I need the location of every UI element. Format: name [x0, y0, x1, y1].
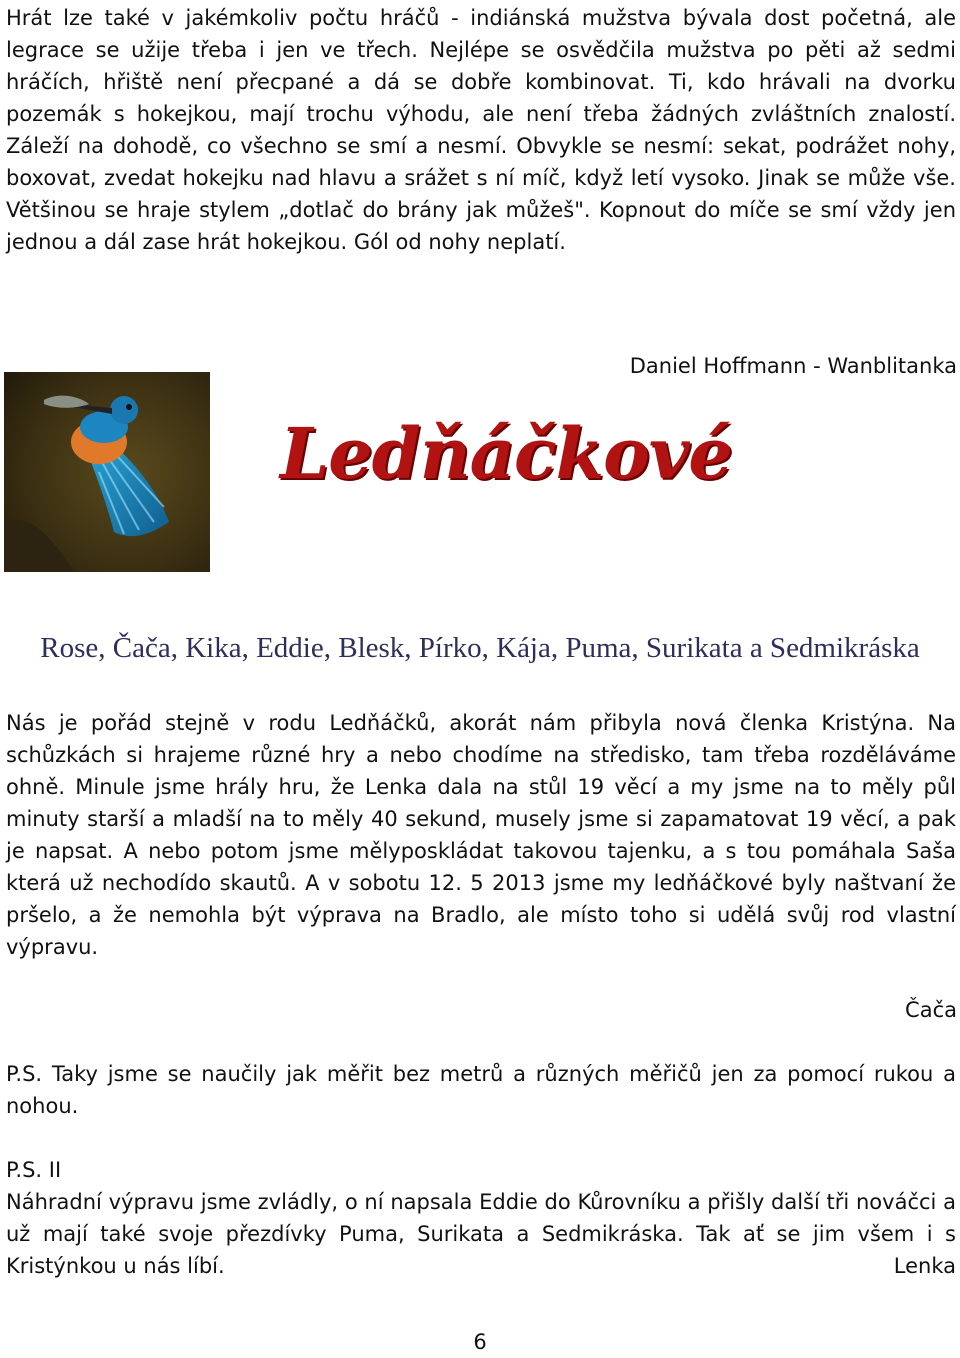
signature-caca: Čača	[905, 998, 957, 1022]
page-number: 6	[473, 1330, 487, 1354]
ps2-block	[6, 1186, 956, 1282]
member-names: Rose, Čača, Kika, Eddie, Blesk, Pírko, Kája, Puma, Surikata a Sedmikráska	[40, 632, 920, 664]
signature-lenka: Lenka	[893, 1254, 956, 1278]
section-title: Ledňáčkové	[280, 412, 732, 495]
intro-paragraph: Hrát lze také v jakémkoliv počtu hráčů - indiánská mužstva bývala dost početná, ale legrace se užije třeba i jen ve třech. Nejlépe se osvědčila mužstva po pěti až sedmi hráčích, hřiště není přecpané a dá se dobře kombinovat. Ti, kdo hrávali na dvorku pozemák s hokejkou, mají trochu výhodu, ale není třeba žádných zvláštních znalostí. Záleží na dohodě, co všechno se smí a nesmí. Obvykle se nesmí: sekat, podrážet nohy, boxovat, zvedat hokejku nad hlavu a srážet s ní míč, když letí vysoko. Jinak se může vše. Většinou se hraje stylem „dotlač do brány jak můžeš". Kopnout do míče se smí vždy jen jednou a dál zase hrát hokejkou. Gól od nohy neplatí.	[6, 6, 956, 254]
kingfisher-photo	[4, 372, 210, 572]
ps2-heading: P.S. II	[6, 1158, 62, 1182]
ps2-body: Náhradní výpravu jsme zvládly, o ní napsala Eddie do Kůrovníku a přišly další tři nováčci a už mají také svoje přezdívky Puma, Surikata a Sedmikráska. Tak ať se jim všem i s Kristýnkou u nás líbí.	[6, 1190, 956, 1278]
ps-paragraph: P.S. Taky jsme se naučily jak měřit bez metrů a různých měřičů jen za pomocí rukou a nohou.	[6, 1062, 956, 1118]
author-byline: Daniel Hoffmann - Wanblitanka	[629, 354, 957, 378]
report-paragraph: Nás je pořád stejně v rodu Ledňáčků, akorát nám přibyla nová členka Kristýna. Na schůzkách si hrajeme různé hry a nebo chodíme na středisko, tam třeba rozděláváme ohně. Minule jsme hrály hru, že Lenka dala na stůl 19 věcí a my jsme na to měly půl minuty starší a mladší na to měly 40 sekund, musely jsme si zapamatovat 19 věcí, a pak je napsat. A nebo potom jsme mělyposkládat takovou tajenku, a s tou pomáhala Saša která už nechodído skautů. A v sobotu 12. 5 2013 jsme my ledňáčkové byly naštvaní že pršelo, a že nemohla být výprava na Bradlo, ale místo toho si udělá svůj rod vlastní výpravu.	[6, 711, 956, 959]
